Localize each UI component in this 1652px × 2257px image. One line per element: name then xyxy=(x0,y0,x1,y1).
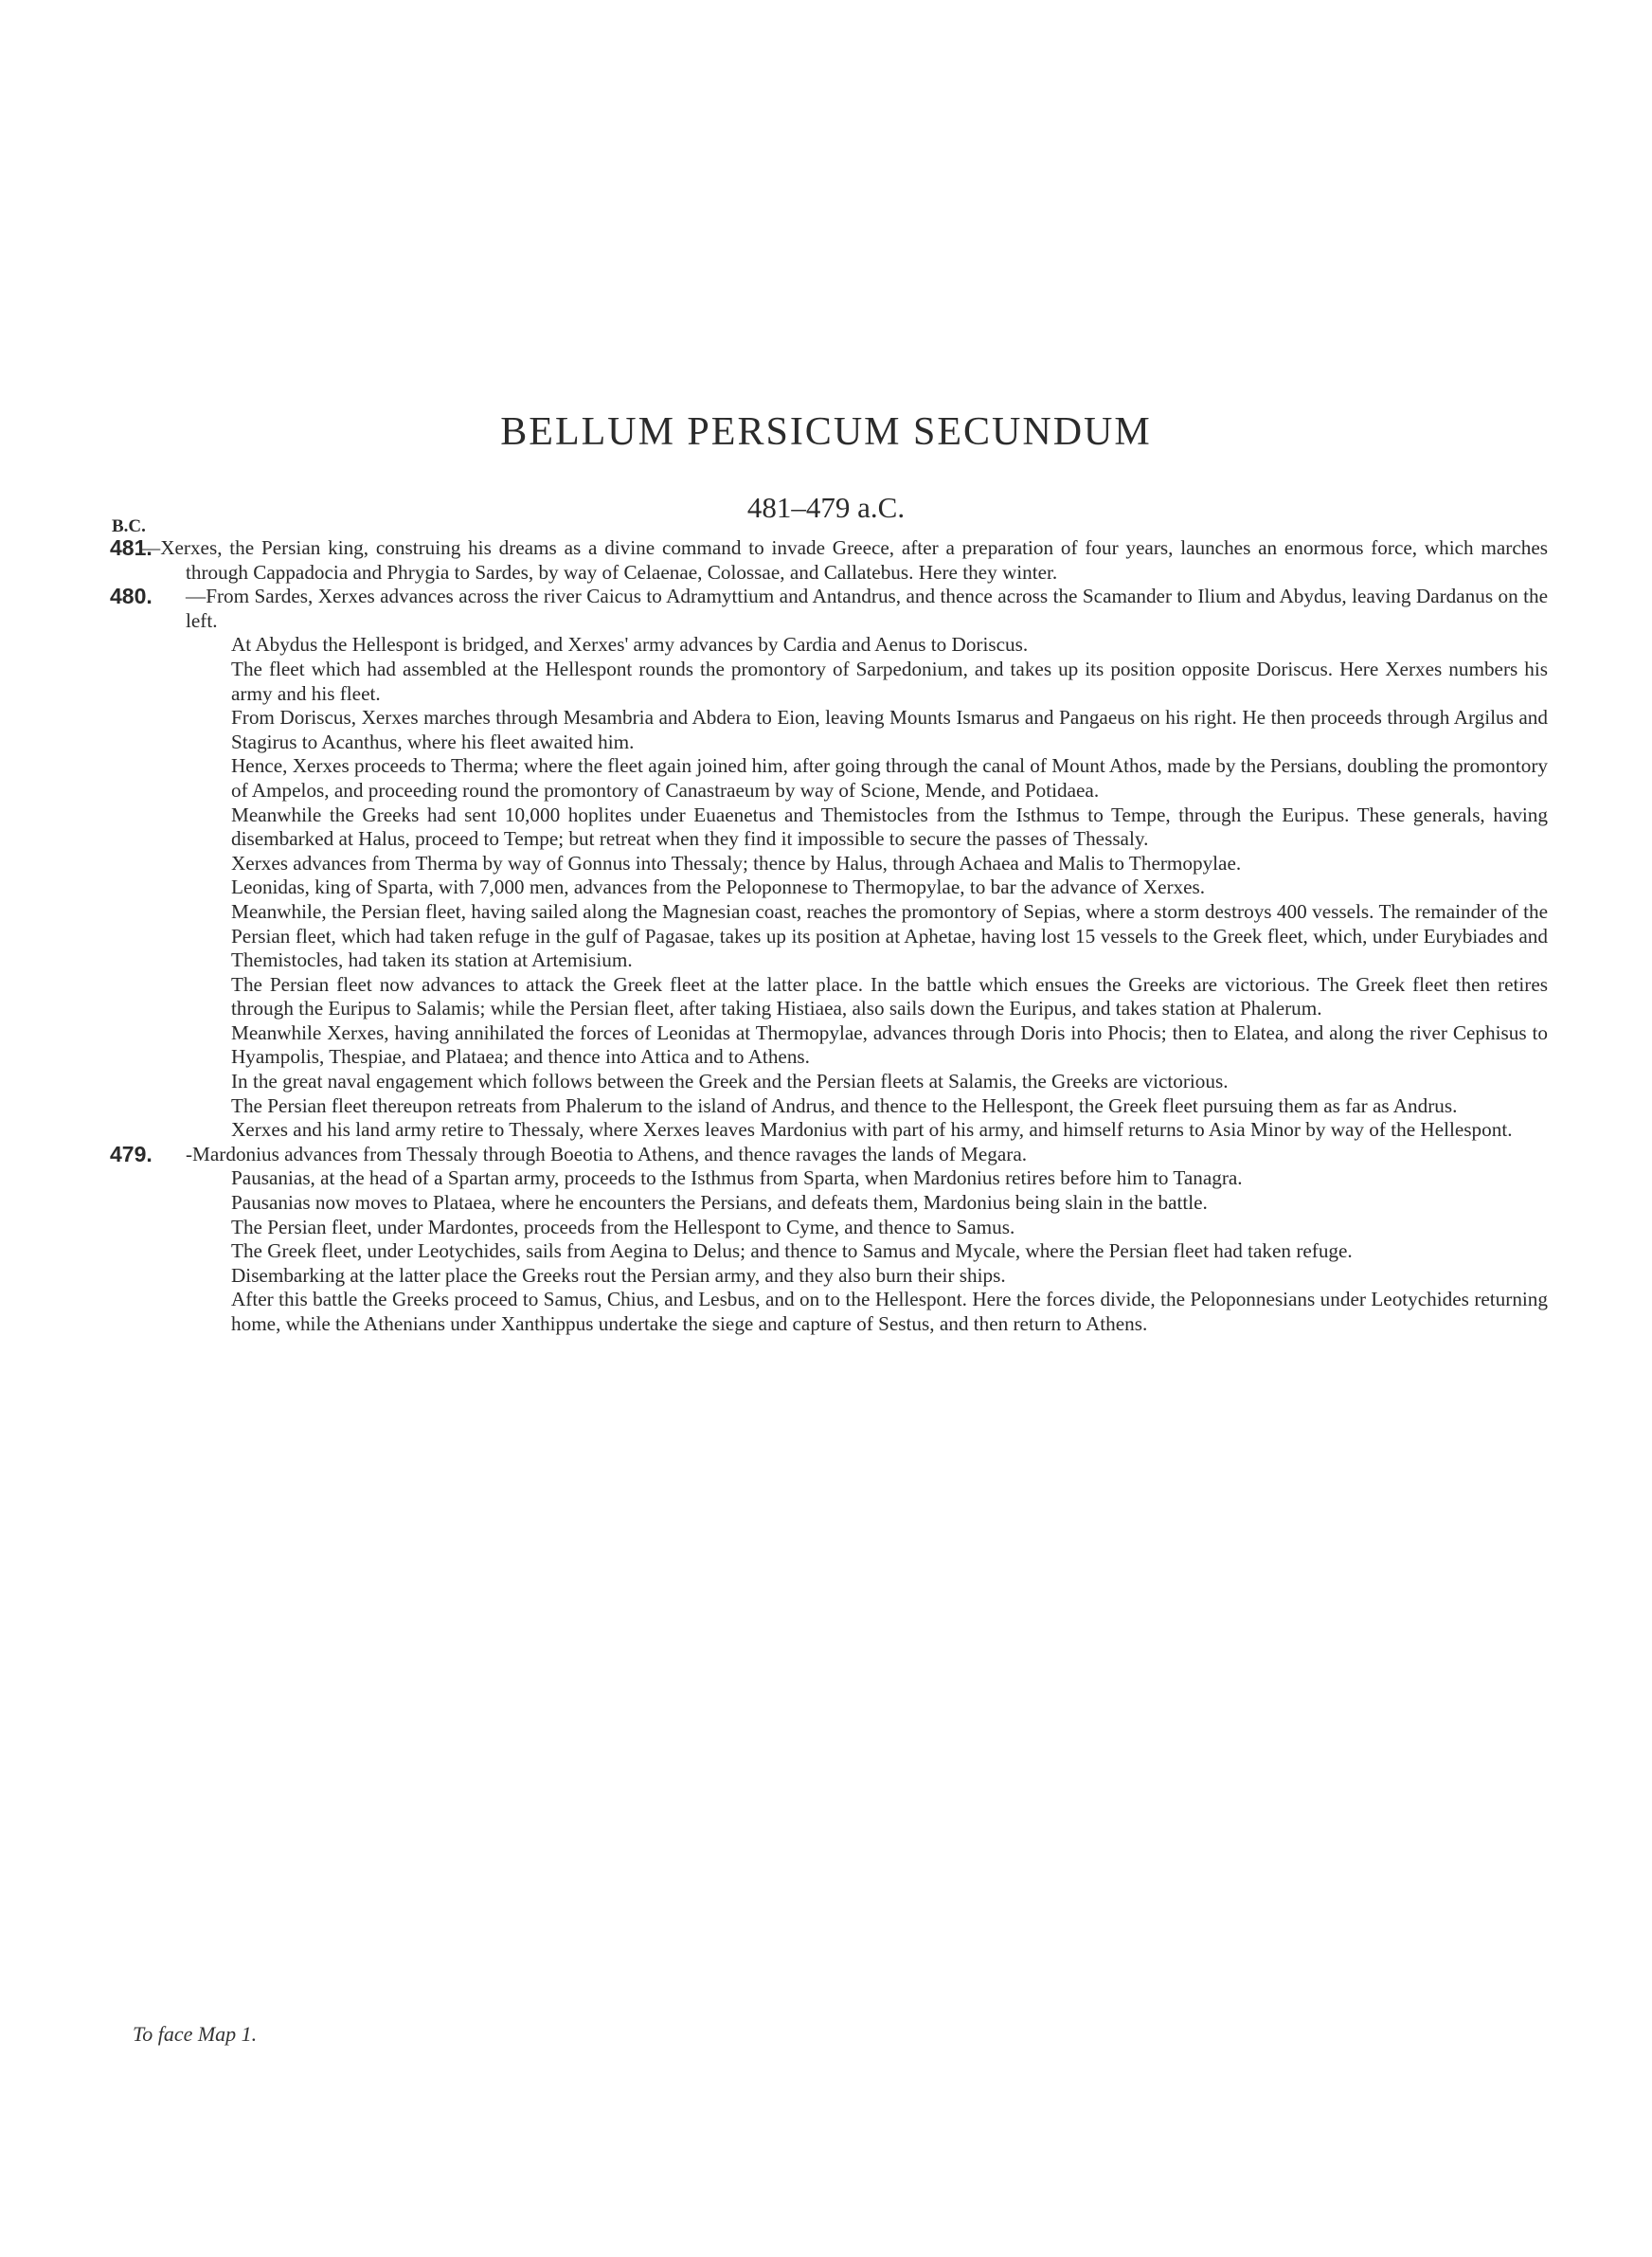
date-range-subtitle: 481–479 a.C. xyxy=(746,491,906,524)
year-label: 479. xyxy=(110,1141,153,1166)
entry-479 xyxy=(106,1143,1548,1337)
map-reference-footer: To face Map 1. xyxy=(133,2022,258,2046)
entry-paragraph: The Greek fleet, under Leotychides, sails from Aegina to Delus; and thence to Samus and Mycale, where the Persian fleet had taken refuge. xyxy=(231,1239,1353,1263)
entry-paragraph: Xerxes advances from Therma by way of Gonnus into Thessaly; thence by Halus, through Achaea and Malis to Thermopylae. xyxy=(231,851,1242,875)
entry-paragraph: The Persian fleet thereupon retreats from Phalerum to the island of Andrus, and thence to the Hellespont, the Greek fleet pursuing them as far as Andrus. xyxy=(231,1093,1458,1117)
entry-paragraph: After this battle the Greeks proceed to Samus, Chius, and Lesbus, and on to the Hellespont. Here the forces divide, the Peloponnesians under Leotychides returning home, while the Athenians under Xanthippus undertake the siege and capture of Sestus, and then return to Athens. xyxy=(231,1288,1548,1335)
page-title: BELLUM PERSICUM SECUNDUM xyxy=(500,410,1152,454)
entry-paragraph: Leonidas, king of Sparta, with 7,000 men, advances from the Peloponnese to Thermopylae, to bar the advance of Xerxes. xyxy=(231,876,1206,899)
entry-paragraph: Meanwhile, the Persian fleet, having sailed along the Magnesian coast, reaches the promontory of Sepias, where a storm destroys 400 vessels. The remainder of the Persian fleet, which had taken refuge in the gulf of Pagasae, takes up its position at Aphetae, having lost 15 vessels to the Greek fleet, which, under Eurybiades and Themistocles, had taken its station at Artemisium. xyxy=(231,899,1548,972)
entry-480 xyxy=(106,585,1548,1143)
entry-paragraph: At Abydus the Hellespont is bridged, and Xerxes' army advances by Cardia and Aenus to Doriscus. xyxy=(231,633,1029,657)
entry-paragraph: Meanwhile the Greeks had sent 10,000 hoplites under Euaenetus and Themistocles from the Isthmus to Tempe, through the Euripus. These generals, having disembarked at Halus, proceed to Tempe; but retreat when they find it impossible to secure the passes of Thessaly. xyxy=(231,803,1548,851)
entry-481 xyxy=(106,536,1548,585)
entry-paragraph: Pausanias now moves to Plataea, where he encounters the Persians, and defeats them, Mardonius being slain in the battle. xyxy=(231,1191,1208,1215)
chronology-list xyxy=(106,536,1548,1337)
entry-paragraph: Disembarking at the latter place the Greeks rout the Persian army, and they also burn their ships. xyxy=(231,1263,1006,1287)
entry-paragraph: —From Sardes, Xerxes advances across the river Caicus to Adramyttium and Antandrus, and thence across the Scamander to Ilium and Abydus, leaving Dardanus on the left. xyxy=(186,585,1548,632)
entry-paragraph: The Persian fleet, under Mardontes, proceeds from the Hellespont to Cyme, and thence to Samus. xyxy=(231,1215,1015,1238)
entry-paragraph: The Persian fleet now advances to attack the Greek fleet at the latter place. In the battle which ensues the Greeks are victorious. The Greek fleet then retires through the Euripus to Salamis; while the Persian fleet, after taking Histiaea, also sails down the Euripus, and takes station at Phalerum. xyxy=(231,972,1548,1020)
entry-paragraph: —Xerxes, the Persian king, construing his dreams as a divine command to invade Greece, after a preparation of four years, launches an enormous force, which marches through Cappadocia and Phrygia to Sardes, by way of Celaenae, Colossae, and Callatebus. Here they winter. xyxy=(140,536,1548,584)
entry-paragraph: From Doriscus, Xerxes marches through Mesambria and Abdera to Eion, leaving Mounts Ismarus and Pangaeus on his right. He then proceeds through Argilus and Stagirus to Acanthus, where his fleet awaited him. xyxy=(231,706,1548,753)
entry-paragraph: In the great naval engagement which follows between the Greek and the Persian fleets at Salamis, the Greeks are victorious. xyxy=(231,1070,1229,1093)
entry-paragraph: The fleet which had assembled at the Hellespont rounds the promontory of Sarpedonium, and takes up its position opposite Doriscus. Here Xerxes numbers his army and his fleet. xyxy=(231,657,1548,705)
entry-paragraph: Pausanias, at the head of a Spartan army, proceeds to the Isthmus from Sparta, when Mardonius retires before him to Tanagra. xyxy=(231,1166,1243,1190)
year-label: 481. xyxy=(110,535,153,560)
entry-paragraph: Meanwhile Xerxes, having annihilated the forces of Leonidas at Thermopylae, advances through Doris into Phocis; then to Elatea, and along the river Cephisus to Hyampolis, Thespiae, and Plataea; and thence into Attica and to Athens. xyxy=(231,1020,1548,1069)
year-label: 480. xyxy=(110,584,153,609)
entry-paragraph: -Mardonius advances from Thessaly through Boeotia to Athens, and thence ravages the lands of Megara. xyxy=(186,1142,1028,1165)
entry-paragraph: Hence, Xerxes proceeds to Therma; where the fleet again joined him, after going through the canal of Mount Athos, made by the Persians, doubling the promontory of Ampelos, and proceeding round the promontory of Canastraeum by way of Scione, Mende, and Potidaea. xyxy=(231,754,1548,802)
bc-label: B.C. xyxy=(112,516,146,536)
entry-paragraph: Xerxes and his land army retire to Thessaly, where Xerxes leaves Mardonius with part of his army, and himself returns to Asia Minor by way of the Hellespont. xyxy=(231,1118,1513,1142)
